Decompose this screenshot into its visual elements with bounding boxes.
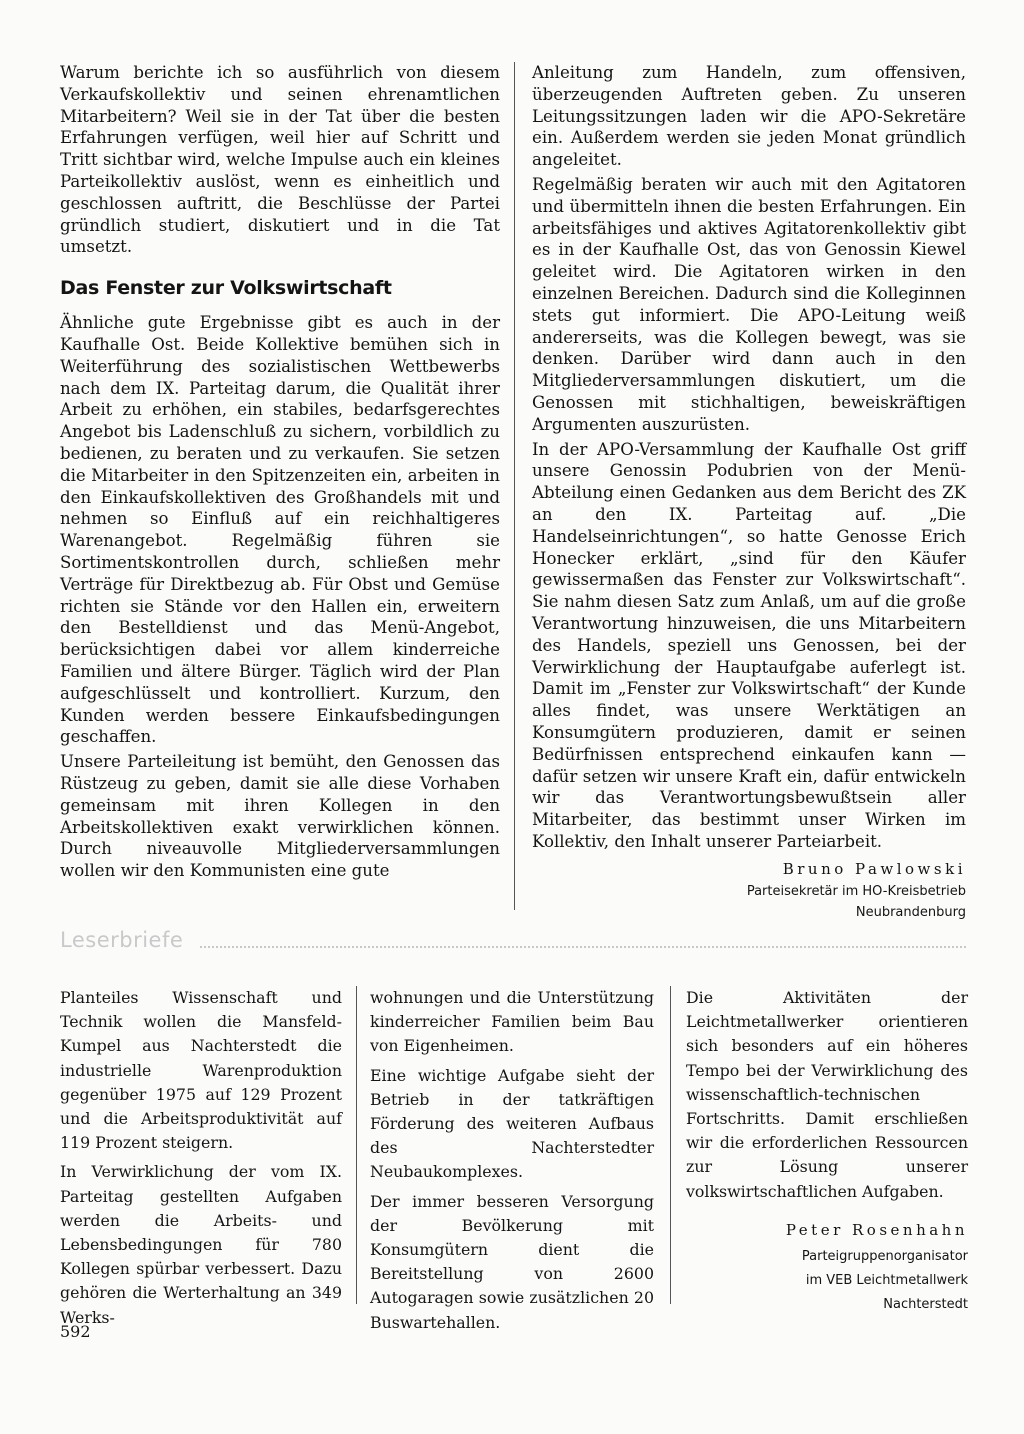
right-paragraph-3: In der APO-Versammlung der Kaufhalle Ost griff unsere Genossin Podubrien von der Menü-Abteilung einen Gedanken aus dem Bericht des ZK an den IX. Parteitag auf. „Die Handelseinrichtungen“, so hatte Genosse Erich Honecker erklärt, „sind für den Käufer gewissermaßen das Fenster zur Volkswirtschaft“. Sie nahm diesen Satz zum Anlaß, um auf die große Verantwortung hinzuweisen, die uns Mitarbeitern des Handels, speziell uns Genossen, bei der Verwirklichung der Hauptaufgabe auferlegt ist. Damit im „Fenster zur Volkswirtschaft“ der Kunde alles findet, was unsere Werktätigen an Konsumgütern produzieren, damit er seinen Bedürfnissen entsprechend einkaufen kann — dafür setzen wir unsere Kraft ein, dafür entwickeln wir das Verantwortungsbewußtsein aller Mitarbeiter, das bestimmt unser Wirken im Kollektiv, den Inhalt unserer Parteiarbeit. xyxy=(532,439,966,851)
page-number: 592 xyxy=(60,1322,91,1341)
left-paragraph-3: Unsere Parteileitung ist bemüht, den Genossen das Rüstzeug zu geben, damit sie alle diese Vorhaben gemeinsam mit ihren Kollegen in den Arbeitskollektiven exakt verwirklichen können. Durch niveauvolle Mitgliederversammlungen wollen wir den Kommunisten eine gute xyxy=(60,752,500,881)
letters-column-3 xyxy=(686,986,968,1314)
right-paragraph-1: Anleitung zum Handeln, zum offensiven, überzeugenden Auftreten geben. Zu unseren Leitungssitzungen laden wir die APO-Sekretäre ein. Außerdem werden sie jeden Monat gründlich angeleitet. xyxy=(532,63,966,170)
author-name: Bruno Pawlowski xyxy=(782,859,966,878)
letters-col3-paragraph-1: Die Aktivitäten der Leichtmetallwerker orientieren sich besonders auf ein höheres Tempo bei der Verwirklichung des wissenschaftlich-technischen Fortschritts. Damit erschließen wir die erforderlichen Ressourcen zur Lösung unserer volkswirtschaftlichen Aufgaben. xyxy=(686,988,968,1201)
letters-column-1 xyxy=(60,986,342,1330)
left-paragraph-1: Warum berichte ich so ausführlich von diesem Verkaufskollektiv und seinen ehrenamtlichen Mitarbeitern? Weil sie in der Tat über die besten Erfahrungen verfügen, weil hier auf Schritt und Tritt sichtbar wird, welche Impulse auch ein kleines Parteikollektiv auslöst, wenn es einheitlich und geschlossen auftritt, die Beschlüsse der Partei gründlich studiert, diskutiert und in die Tat umsetzt. xyxy=(60,63,500,257)
left-column xyxy=(60,62,500,882)
letters-column-2 xyxy=(370,986,654,1335)
letters-author-role-line-2: im VEB Leichtmetallwerk xyxy=(805,1273,968,1289)
letters-divider-1 xyxy=(356,986,357,1304)
letters-col1-paragraph-2: In Verwirklichung der vom IX. Parteitag gestellten Aufgaben werden die Arbeits- und Lebensbedingungen für 780 Kollegen spürbar verbessert. Dazu gehören die Werterhaltung an 349 Werks- xyxy=(60,1162,342,1327)
letters-col2-paragraph-3: Der immer besseren Versorgung der Bevölkerung mit Konsumgütern dient die Bereitstellung von 2600 Autogaragen sowie zusätzlichen 20 Buswartehallen. xyxy=(370,1191,654,1332)
right-paragraph-2: Regelmäßig beraten wir auch mit den Agitatoren und übermitteln ihnen die besten Erfahrungen. Ein arbeitsfähiges und aktives Agitatorenkollektiv gibt es in der Kaufhalle Ost, das von Genossin Kiewel geleitet wird. Die Agitatoren wirken in den einzelnen Bereichen. Dadurch sind die Kolleginnen stets gut informiert. Die APO-Leitung weiß andererseits, was die Kollegen bewegt, was sie denken. Darüber wird dann auch in den Mitgliederversammlungen diskutiert, um die Genossen mit stichhaltigen, beweiskräftigen Argumenten auszurüsten. xyxy=(532,174,966,434)
letters-col1-paragraph-1: Planteiles Wissenschaft und Technik wollen die Mansfeld-Kumpel aus Nachterstedt die industrielle Warenproduktion gegenüber 1975 auf 129 Prozent und die Arbeitsproduktivität auf 119 Prozent steigern. xyxy=(60,988,342,1153)
letters-author-name: Peter Rosenhahn xyxy=(785,1220,968,1239)
column-divider xyxy=(514,62,515,910)
author-role-line-2: Neubrandenburg xyxy=(855,905,966,921)
leserbriefe-title: Leserbriefe xyxy=(60,928,184,952)
letters-author-role-line-3: Nachterstedt xyxy=(883,1297,968,1313)
letters-col2-paragraph-2: Eine wichtige Aufgabe sieht der Betrieb in der tatkräftigen Förderung des weiteren Aufbaus des Nachterstedter Neubaukomplexes. xyxy=(370,1065,654,1182)
letters-col2-paragraph-1: wohnungen und die Unterstützung kinderreicher Familien beim Bau von Eigenheimen. xyxy=(370,988,654,1056)
right-column xyxy=(532,62,966,922)
letters-author-role-line-1: Parteigruppenorganisator xyxy=(801,1249,968,1265)
left-paragraph-2: Ähnliche gute Ergebnisse gibt es auch in der Kaufhalle Ost. Beide Kollektive bemühen sich in Weiterführung des sozialistischen Wettbewerbs nach dem IX. Parteitag darum, die Qualität ihrer Arbeit zu erhöhen, ein stabiles, bedarfsgerechtes Angebot bis Ladenschluß zu sichern, vorbildlich zu bedienen, zu beraten und zu verkaufen. Sie setzen die Mitarbeiter in den Spitzenzeiten ein, arbeiten in den Einkaufskollektiven des Großhandels mit und nehmen so Einfluß auf ein reichhaltigeres Warenangebot. Regelmäßig führen sie Sortimentskontrollen durch, schließen mehr Verträge für Direktbezug ab. Für Obst und Gemüse richten sie Stände vor den Hallen ein, erweitern den Bestelldienst und das Menü-Angebot, berücksichtigen dabei vor allem kinderreiche Familien und ältere Bürger. Täglich wird der Plan aufgeschlüsselt und kontrolliert. Kurzum, den Kunden werden bessere Einkaufsbedingungen geschaffen. xyxy=(60,313,500,747)
section-heading: Das Fenster zur Volkswirtschaft xyxy=(60,277,392,300)
author-role-line-1: Parteisekretär im HO-Kreisbetrieb xyxy=(746,884,966,900)
leserbriefe-dotted-rule xyxy=(200,946,966,948)
letters-divider-2 xyxy=(670,986,671,1304)
